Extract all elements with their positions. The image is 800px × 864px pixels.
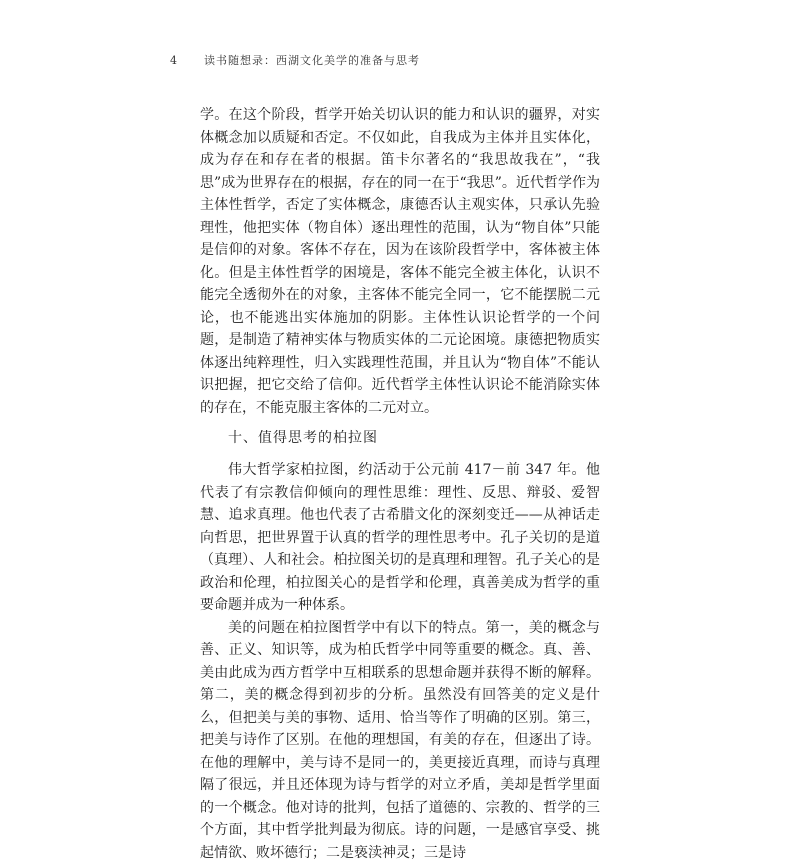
body-paragraph-2: 伟大哲学家柏拉图，约活动于公元前 417－前 347 年。他代表了有宗教信仰倾向的理性思维：理性、反思、辩驳、爱智慧、追求真理。他也代表了古希腊文化的深刻变迁——从神话走向哲思，把世界置于认真的哲学的理性思考中。孔子关切的是道（真理）、人和社会。柏拉图关切的是真理和理智。孔子关心的是政治和伦理，柏拉图关心的是哲学和伦理，真善美成为哲学的重要命题并成为一种体系。 [200,459,600,617]
section-heading: 十、值得思考的柏拉图 [228,427,600,449]
body-paragraph-3: 美的问题在柏拉图哲学中有以下的特点。第一，美的概念与善、正义、知识等，成为柏氏哲学中同等重要的概念。真、善、美由此成为西方哲学中互相联系的思想命题并获得不断的解释。第二，美的概念得到初步的分析。虽然没有回答美的定义是什么，但把美与美的事物、适用、恰当等作了明确的区别。第三，把美与诗作了区别。在他的理想国，有美的存在，但逐出了诗。在他的理解中，美与诗不是同一的，美更接近真理，而诗与真理隔了很远，并且还体现为诗与哲学的对立矛盾，美却是哲学里面的一个概念。他对诗的批判，包括了道德的、宗教的、哲学的三个方面，其中哲学批判最为彻底。诗的问题，一是感官享受、挑起情欲、败坏德行；二是亵渎神灵；三是诗 [200,617,600,864]
page-number: 4 [170,54,204,67]
page-body [200,104,600,864]
running-title: 读书随想录：西湖文化美学的准备与思考 [204,54,420,67]
running-header [170,52,630,70]
body-paragraph-1: 学。在这个阶段，哲学开始关切认识的能力和认识的疆界，对实体概念加以质疑和否定。不仅如此，自我成为主体并且实体化，成为存在和存在者的根据。笛卡尔著名的“我思故我在”，“我思”成为世界存在的根据，存在的同一在于“我思”。近代哲学作为主体性哲学，否定了实体概念，康德否认主观实体，只承认先验理性，他把实体（物自体）逐出理性的范围，认为“物自体”只能是信仰的对象。客体不存在，因为在该阶段哲学中，客体被主体化。但是主体性哲学的困境是，客体不能完全被主体化，认识不能完全透彻外在的对象，主客体不能完全同一，它不能摆脱二元论，也不能逃出实体施加的阴影。主体性认识论哲学的一个问题，是制造了精神实体与物质实体的二元论困境。康德把物质实体逐出纯粹理性，归入实践理性范围，并且认为“物自体”不能认识把握，把它交给了信仰。近代哲学主体性认识论不能消除实体的存在，不能克服主客体的二元对立。 [200,104,600,419]
